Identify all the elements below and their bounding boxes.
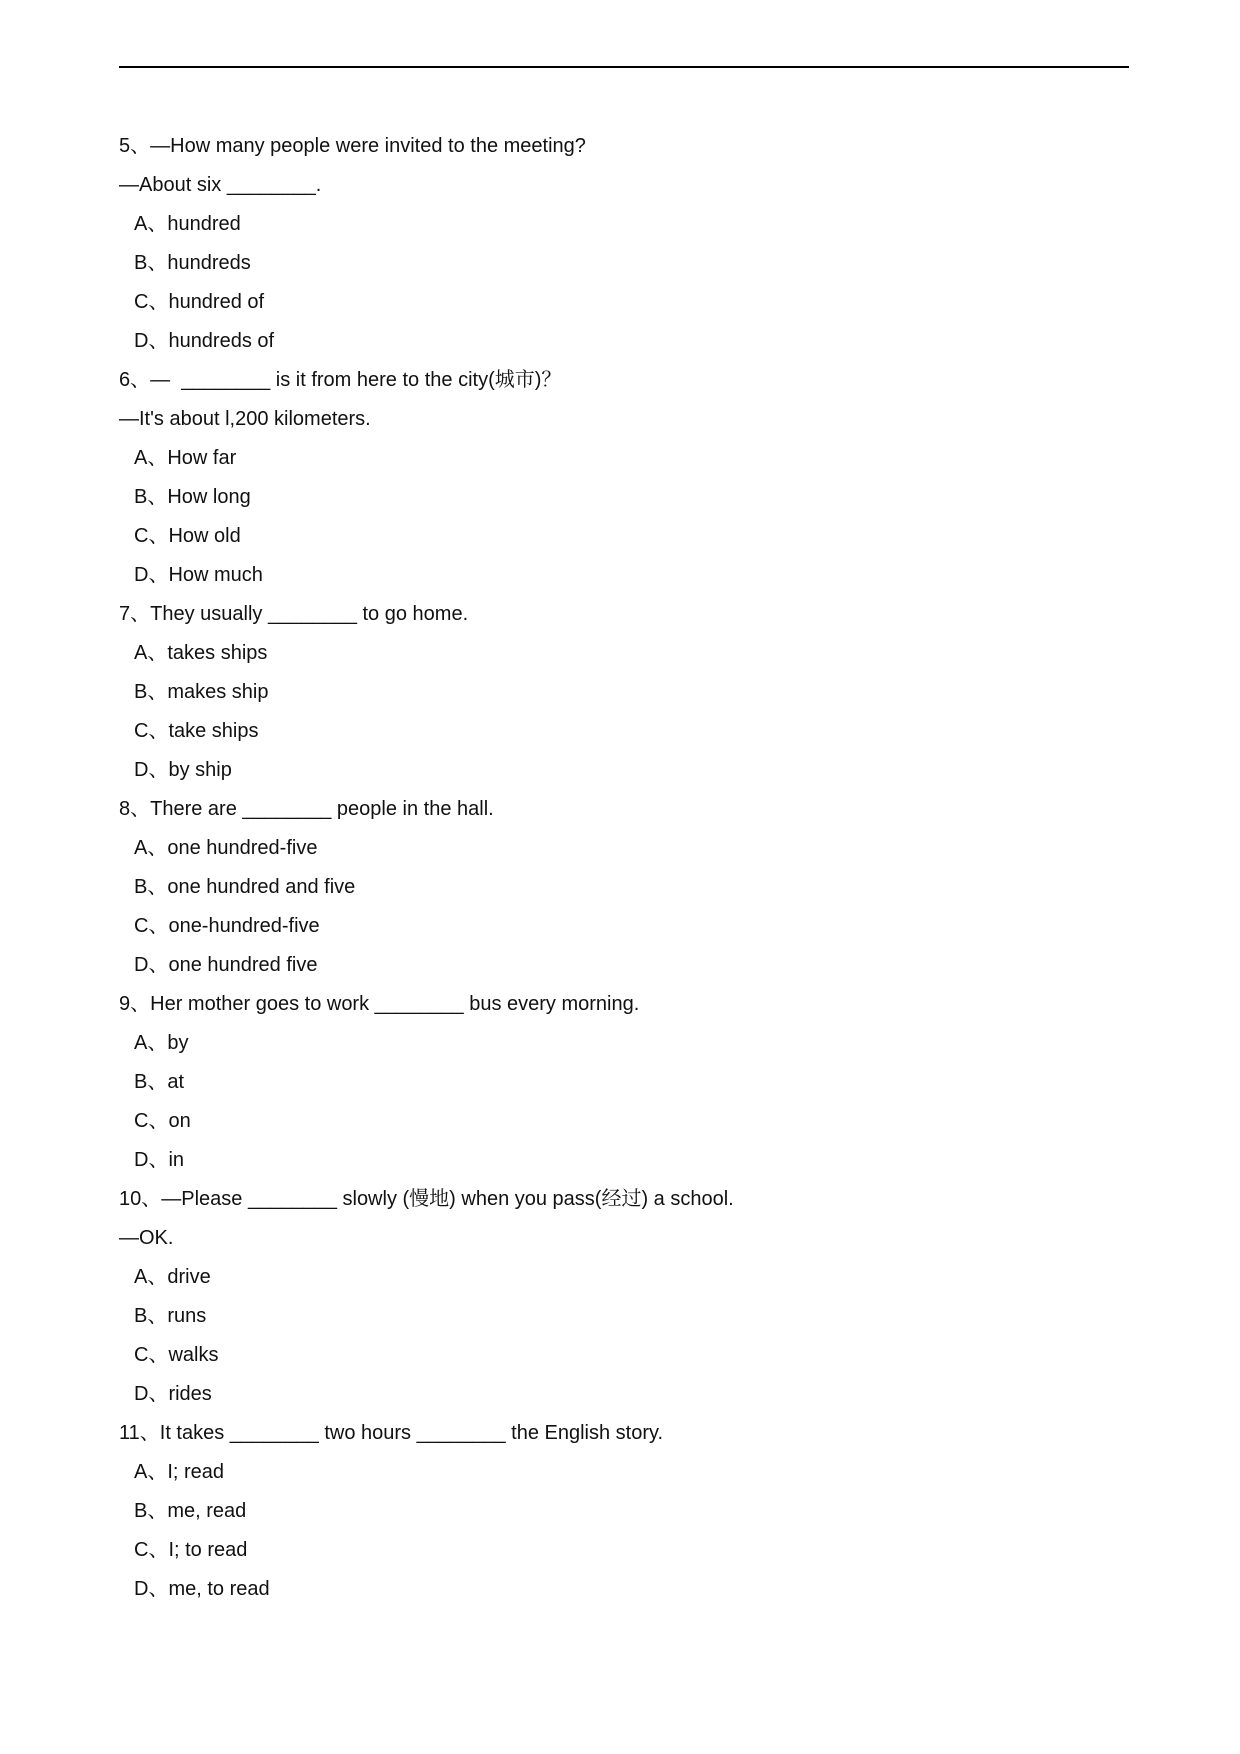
question-list — [119, 127, 1129, 1609]
option-c: C、walks — [134, 1344, 219, 1366]
question-7 — [119, 595, 1129, 790]
option-c: C、take ships — [134, 720, 259, 742]
option-b: B、runs — [134, 1305, 207, 1327]
header-rule — [119, 66, 1129, 68]
option-c: C、on — [134, 1110, 191, 1132]
option-b: B、hundreds — [134, 252, 251, 274]
question-stem: 5、—How many people were invited to the meeting? — [119, 135, 586, 157]
option-a: A、hundred — [134, 213, 241, 235]
question-stem: 11、It takes ________ two hours ________ the English story. — [119, 1422, 664, 1444]
option-a: A、by — [134, 1032, 189, 1054]
option-d: D、How much — [134, 564, 263, 586]
option-c: C、I; to read — [134, 1539, 248, 1561]
question-5 — [119, 127, 1129, 361]
option-a: A、How far — [134, 447, 237, 469]
option-b: B、makes ship — [134, 681, 269, 703]
option-b: B、one hundred and five — [134, 876, 356, 898]
question-9 — [119, 985, 1129, 1180]
option-d: D、hundreds of — [134, 330, 275, 352]
option-a: A、drive — [134, 1266, 211, 1288]
option-d: D、in — [134, 1149, 185, 1171]
option-a: A、I; read — [134, 1461, 225, 1483]
question-stem: 10、—Please ________ slowly (慢地) when you pass(经过) a school. — [119, 1188, 734, 1210]
question-stem: 9、Her mother goes to work ________ bus every morning. — [119, 993, 640, 1015]
option-c: C、hundred of — [134, 291, 265, 313]
question-6 — [119, 361, 1129, 595]
question-stem: 6、— ________ is it from here to the city(城市)？ — [119, 369, 562, 391]
option-d: D、rides — [134, 1383, 212, 1405]
option-d: D、one hundred five — [134, 954, 318, 976]
question-reply: —It's about l,200 kilometers. — [119, 408, 371, 430]
option-c: C、How old — [134, 525, 241, 547]
question-stem: 7、They usually ________ to go home. — [119, 603, 469, 625]
option-b: B、me, read — [134, 1500, 247, 1522]
question-stem: 8、There are ________ people in the hall. — [119, 798, 494, 820]
option-a: A、takes ships — [134, 642, 268, 664]
question-reply: —OK. — [119, 1227, 174, 1249]
option-b: B、How long — [134, 486, 251, 508]
question-8 — [119, 790, 1129, 985]
question-reply: —About six ________. — [119, 174, 322, 196]
option-d: D、by ship — [134, 759, 232, 781]
question-11 — [119, 1414, 1129, 1609]
option-d: D、me, to read — [134, 1578, 270, 1600]
option-a: A、one hundred-five — [134, 837, 318, 859]
option-c: C、one-hundred-five — [134, 915, 320, 937]
question-10 — [119, 1180, 1129, 1414]
option-b: B、at — [134, 1071, 185, 1093]
